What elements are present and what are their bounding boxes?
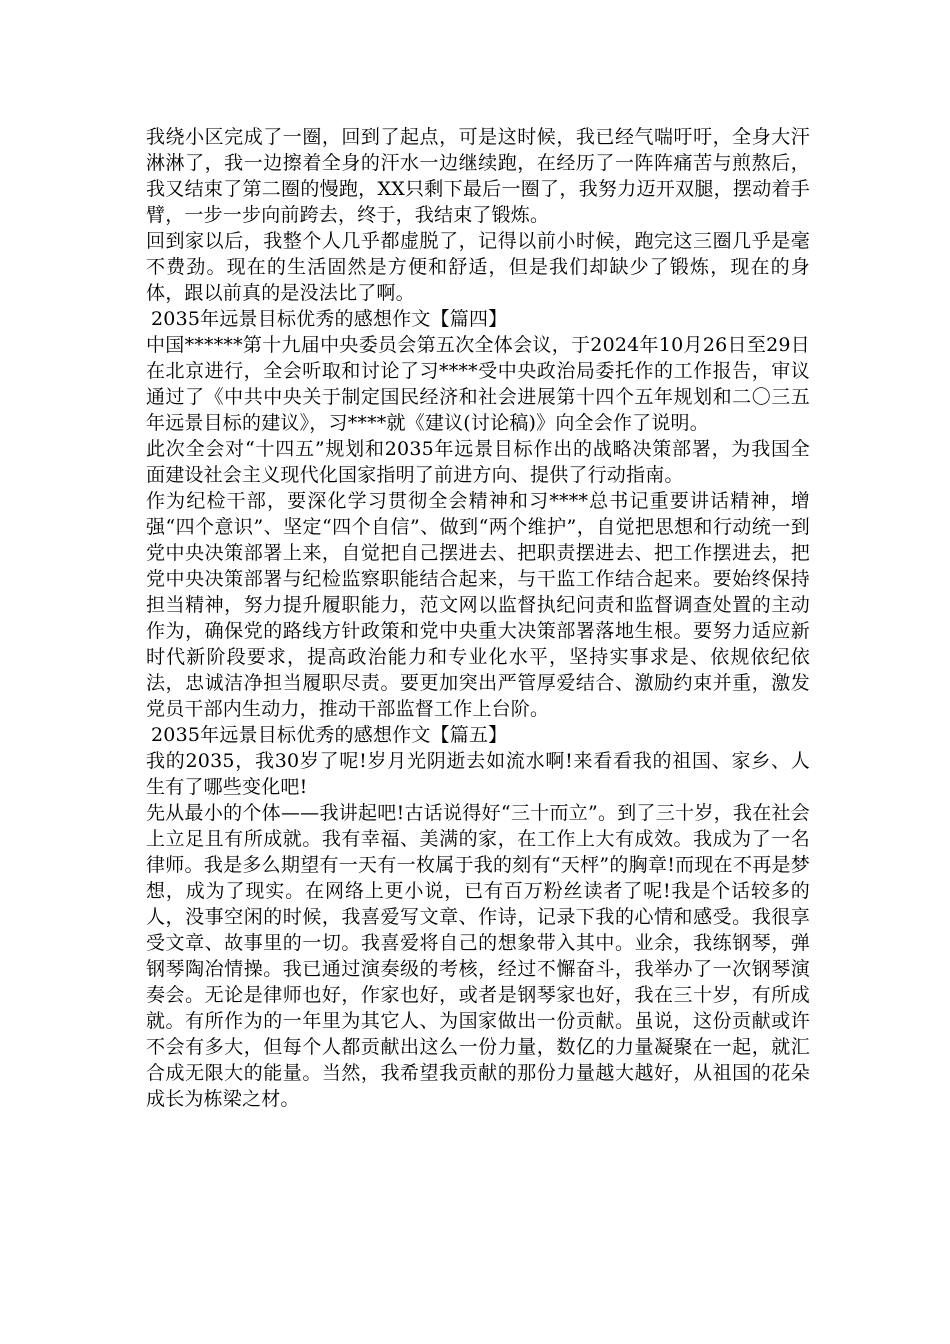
paragraph-plenary-session: 中国******第十九届中央委员会第五次全体会议，于2024年10月26日至29日在北京进行，全会听取和讨论了习****受中央政治局委托作的工作报告，审议通过了《中共中央关于制定国民经济和社会进展第十四个五年规划和二〇三五年远景目标的建议》，习****就《建议(讨论稿)》向全会作了说明。 — [146, 334, 810, 434]
section-heading-part-four: 2035年远景目标优秀的感想作文【篇四】 — [151, 308, 508, 330]
paragraph-returning-home: 回到家以后，我整个人几乎都虚脱了，记得以前小时候，跑完这三圈几乎是毫不费劲。现在的生活固然是方便和舒适，但是我们却缺少了锻炼，现在的身体，跟以前真的是没法比了啊。 — [146, 230, 810, 304]
paragraph-thirty-years: 先从最小的个体——我讲起吧!古话说得好“三十而立”。到了三十岁，我在社会上立足且有所成就。我有幸福、美满的家，在工作上大有成效。我成为了一名律师。我是多么期望有一天有一枚属于我的刻有“天枰”的胸章!而现在不再是梦想，成为了现实。在网络上更小说，已有百万粉丝读者了呢!我是个话较多的人，没事空闲的时候，我喜爱写文章、作诗，记录下我的心情和感受。我很享受文章、故事里的一切。我喜爱将自己的想象带入其中。业余，我练钢琴，弹钢琴陶冶情操。我已通过演奏级的考核，经过不懈奋斗，我举办了一次钢琴演奏会。无论是律师也好，作家也好，或者是钢琴家也好，我在三十岁，有所成就。有所作为的一年里为其它人、为国家做出一份贡献。虽说，这份贡献或许不会有多大，但每个人都贡献出这么一份力量，数亿的力量凝聚在一起，就汇合成无限大的能量。当然，我希望我贡献的那份力量越大越好，从祖国的花朵成长为栋梁之材。 — [146, 802, 810, 1110]
paragraph-my-2035: 我的2035，我30岁了呢!岁月光阴逝去如流水啊!来看看我的祖国、家乡、人生有了哪些变化吧! — [146, 750, 810, 798]
paragraph-strategic-plan: 此次全会对“十四五”规划和2035年远景目标作出的战略决策部署，为我国全面建设社会主义现代化国家指明了前进方向、提供了行动指南。 — [146, 438, 810, 486]
paragraph-running-finish: 我绕小区完成了一圈，回到了起点，可是这时候，我已经气喘吁吁，全身大汗淋淋了，我一边擦着全身的汗水一边继续跑，在经历了一阵阵痛苦与煎熬后，我又结束了第二圈的慢跑，XX只剩下最后一圈了，我努力迈开双腿，摆动着手臂，一步一步向前跨去，终于，我结束了锻炼。 — [146, 126, 810, 226]
document-page — [146, 124, 810, 1112]
paragraph-discipline-cadre: 作为纪检干部，要深化学习贯彻全会精神和习****总书记重要讲话精神，增强“四个意识”、坚定“四个自信”、做到“两个维护”，自觉把思想和行动统一到党中央决策部署上来，自觉把自己摆进去、把职责摆进去、把工作摆进去，把党中央决策部署与纪检监察职能结合起来，与干监工作结合起来。要始终保持担当精神，努力提升履职能力，范文网以监督执纪问责和监督调查处置的主动作为，确保党的路线方针政策和党中央重大决策部署落地生根。要努力适应新时代新阶段要求，提高政治能力和专业化水平，坚持实事求是、依规依纪依法，忠诚洁净担当履职尽责。要更加突出严管厚爱结合、激励约束并重，激发党员干部内生动力，推动干部监督工作上台阶。 — [146, 490, 810, 720]
section-heading-part-five: 2035年远景目标优秀的感想作文【篇五】 — [151, 724, 508, 746]
